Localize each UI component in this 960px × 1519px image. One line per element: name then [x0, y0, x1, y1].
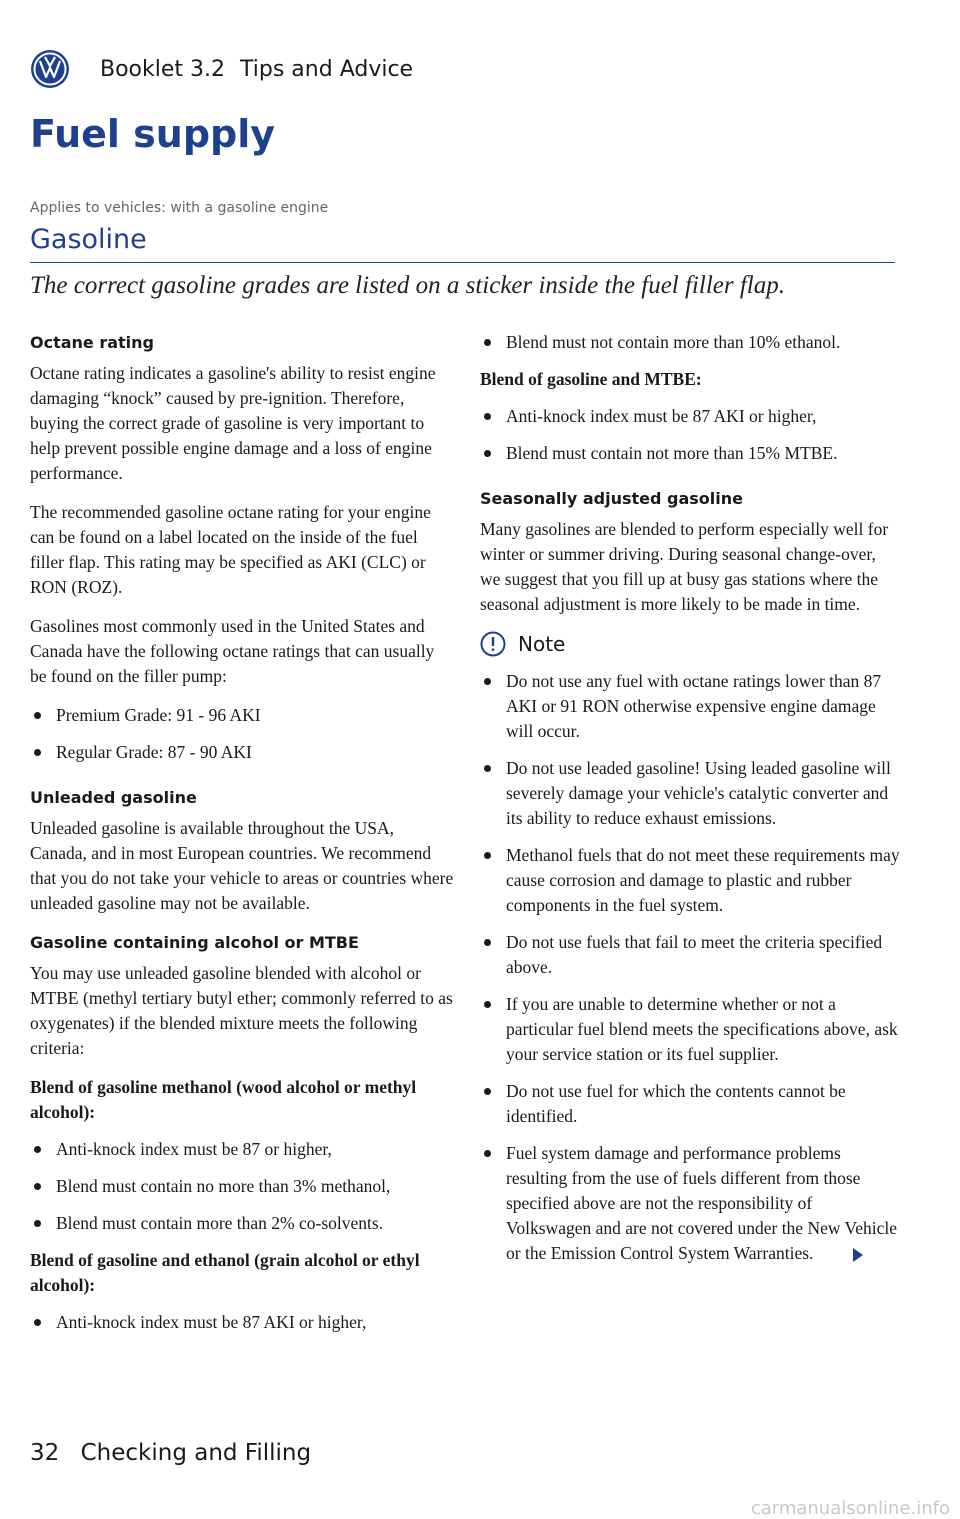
- section-divider: [30, 262, 895, 263]
- mtbe-bullet-2: Blend must contain not more than 15% MTBE.: [480, 441, 900, 466]
- methanol-bullet-2: Blend must contain no more than 3% methanol,: [30, 1174, 455, 1199]
- page-header: [30, 44, 421, 94]
- seasonal-heading: Seasonally adjusted gasoline: [480, 489, 743, 508]
- octane-paragraph-3: Gasolines most commonly used in the United States and Canada have the following octane ratings that can usually be found on the filler pump:: [30, 616, 435, 686]
- watermark: carmanualsonline.info: [750, 1498, 950, 1519]
- octane-paragraph-1: Octane rating indicates a gasoline's ability to resist engine damaging “knock” caused by pre-ignition. Therefore, buying the correct grade of gasoline is very important to help prevent possible engine damage and a loss of engine performance.: [30, 363, 436, 483]
- continue-arrow-icon: [853, 1248, 863, 1262]
- ethanol-bullet-1: Anti-knock index must be 87 AKI or higher,: [30, 1310, 455, 1335]
- grade-regular: Regular Grade: 87 - 90 AKI: [30, 740, 455, 765]
- octane-heading: Octane rating: [30, 333, 155, 352]
- header-text: [100, 57, 421, 82]
- methanol-bullet-3: Blend must contain more than 2% co-solvents.: [30, 1211, 455, 1236]
- note-label: Note: [518, 631, 566, 656]
- page-number: 32: [30, 1440, 60, 1466]
- octane-paragraph-2: The recommended gasoline octane rating for your engine can be found on a label located on the inside of the fuel filler flap. This rating may be specified as AKI (CLC) or RON (ROZ).: [30, 502, 431, 597]
- ethanol-heading: Blend of gasoline and ethanol (grain alcohol or ethyl alcohol):: [30, 1250, 420, 1295]
- intro-text: The correct gasoline grades are listed on a sticker inside the fuel filler flap.: [30, 272, 785, 299]
- unleaded-paragraph: Unleaded gasoline is available throughout the USA, Canada, and in most European countries. We recommend that you do not take your vehicle to areas or countries where unleaded gasoline may not be available.: [30, 818, 454, 913]
- note-bullet-4: Do not use fuels that fail to meet the criteria specified above.: [480, 930, 900, 980]
- page-title: Fuel supply: [30, 112, 276, 156]
- note-bullet-7-text: Fuel system damage and performance problems resulting from the use of fuels different from those specified above are not the responsibility of Volkswagen and are not covered under the New Vehicle or the Emission Control System Warranties.: [506, 1143, 898, 1263]
- alcohol-heading: Gasoline containing alcohol or MTBE: [30, 933, 359, 952]
- section-title: Gasoline: [30, 224, 147, 255]
- page-footer: [30, 1440, 325, 1466]
- mtbe-bullet-1: Anti-knock index must be 87 AKI or higher,: [480, 404, 900, 429]
- note-bullet-7: [480, 1141, 900, 1266]
- chapter-name: Checking and Filling: [80, 1440, 312, 1466]
- left-column: [30, 330, 455, 1347]
- note-bullet-1: Do not use any fuel with octane ratings lower than 87 AKI or 91 RON otherwise expensive engine damage will occur.: [480, 669, 900, 744]
- right-column: [480, 330, 900, 1278]
- vw-logo-icon: [30, 49, 70, 89]
- grade-premium: Premium Grade: 91 - 96 AKI: [30, 703, 455, 728]
- note-bullet-5: If you are unable to determine whether or not a particular fuel blend meets the specifications above, ask your service station or its fuel supplier.: [480, 992, 900, 1067]
- info-icon: [480, 631, 506, 657]
- section-label: Tips and Advice: [240, 56, 414, 82]
- methanol-heading: Blend of gasoline methanol (wood alcohol or methyl alcohol):: [30, 1077, 417, 1122]
- seasonal-paragraph: Many gasolines are blended to perform especially well for winter or summer driving. During seasonal change-over, we suggest that you fill up at busy gas stations where the seasonal adjustment is more likely to be made in time.: [480, 519, 889, 614]
- note-bullet-6: Do not use fuel for which the contents cannot be identified.: [480, 1079, 900, 1129]
- methanol-bullet-1: Anti-knock index must be 87 or higher,: [30, 1137, 455, 1162]
- note-bullet-2: Do not use leaded gasoline! Using leaded gasoline will severely damage your vehicle's catalytic converter and its ability to reduce exhaust emissions.: [480, 756, 900, 831]
- note-bullet-3: Methanol fuels that do not meet these requirements may cause corrosion and damage to plastic and rubber components in the fuel system.: [480, 843, 900, 918]
- applies-to: Applies to vehicles: with a gasoline engine: [30, 200, 329, 216]
- alcohol-paragraph: You may use unleaded gasoline blended with alcohol or MTBE (methyl tertiary butyl ether; commonly referred to as oxygenates) if the blended mixture meets the following criteria:: [30, 963, 453, 1058]
- note-header: [480, 631, 900, 657]
- mtbe-heading: Blend of gasoline and MTBE:: [480, 369, 702, 389]
- booklet-label: Booklet 3.2: [100, 56, 226, 82]
- unleaded-heading: Unleaded gasoline: [30, 788, 197, 807]
- ethanol-bullet-2: Blend must not contain more than 10% ethanol.: [480, 330, 900, 355]
